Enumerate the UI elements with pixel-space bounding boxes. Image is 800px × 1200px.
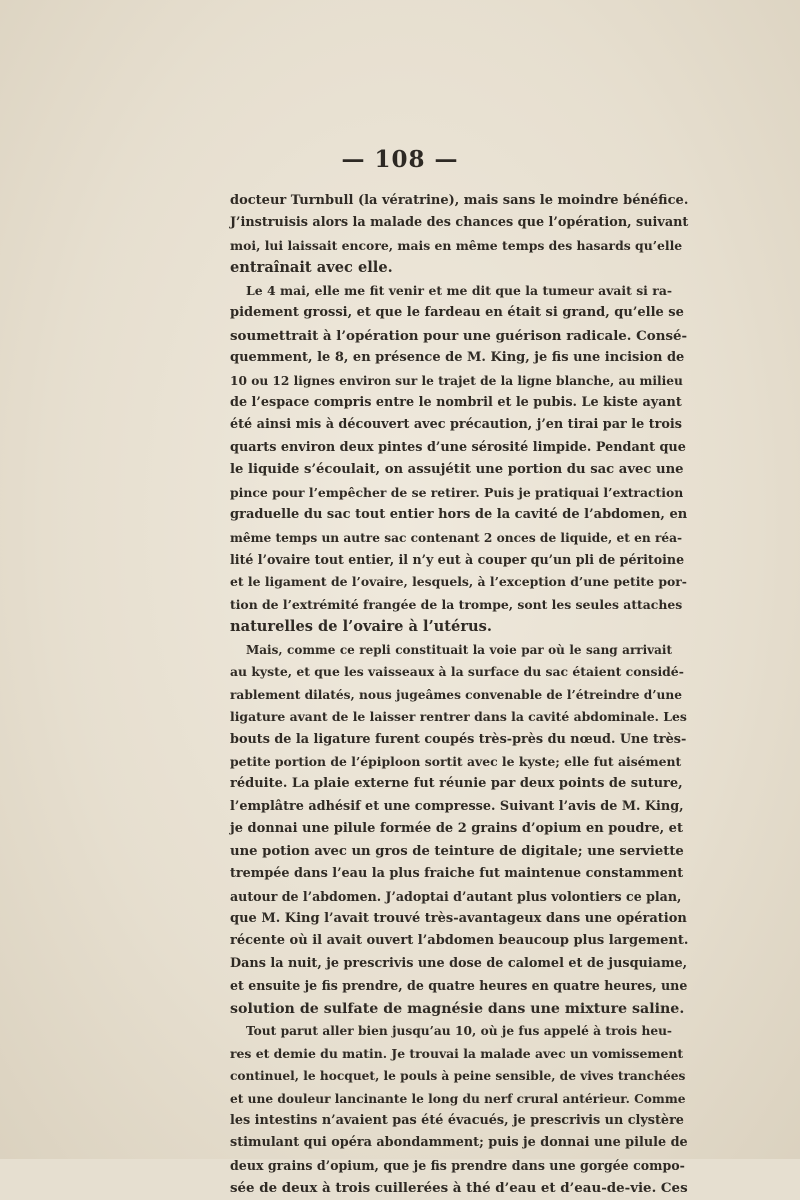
text-line: le liquide s’écoulait, on assujétit une portion du sac avec une — [230, 462, 684, 478]
text-line: et une douleur lancinante le long du nerf crural antérieur. Comme — [230, 1091, 686, 1106]
text-line: continuel, le hocquet, le pouls à peine sensible, de vives tranchées — [230, 1069, 686, 1084]
text-line: pidement grossi, et que le fardeau en était si grand, qu’elle se — [230, 305, 684, 321]
text-line: lité l’ovaire tout entier, il n’y eut à couper qu’un pli de péritoine — [230, 552, 685, 567]
text-line: je donnai une pilule formée de 2 grains d’opium en poudre, et — [230, 821, 683, 837]
text-line: 10 ou 12 lignes environ sur le trajet de la ligne blanche, au milieu — [230, 373, 683, 388]
text-line: docteur Turnbull (la vératrine), mais sans le moindre bénéfice. — [230, 193, 689, 208]
text-line: ligature avant de le laisser rentrer dans la cavité abdominale. Les — [230, 709, 687, 725]
text-line: res et demie du matin. Je trouvai la malade avec un vomissement — [230, 1045, 684, 1061]
page-number: — 108 — — [341, 146, 459, 173]
text-line: trempée dans l’eau la plus fraiche fut maintenue constamment — [230, 866, 684, 882]
text-line: Dans la nuit, je prescrivis une dose de calomel et de jusquiame, — [230, 955, 688, 971]
text-line: Tout parut aller bien jusqu’au 10, où je fus appelé à trois heu- — [246, 1024, 672, 1039]
text-line: deux grains d’opium, que je fis prendre dans une gorgée compo- — [230, 1157, 685, 1173]
text-line: J’instruisis alors la malade des chances que l’opération, suivant — [230, 215, 689, 231]
text-line: pince pour l’empêcher de se retirer. Puis je pratiquai l’extraction — [230, 484, 684, 500]
text-line: entraînait avec elle. — [230, 259, 393, 277]
text-line: que M. King l’avait trouvé très-avantageux dans une opération — [230, 911, 687, 926]
text-line: au kyste, et que les vaisseaux à la surface du sac étaient considé- — [230, 664, 684, 680]
text-line: soumettrait à l’opération pour une guérison radicale. Consé- — [230, 327, 688, 344]
text-line: solution de sulfate de magnésie dans une mixture saline. — [230, 1000, 685, 1017]
text-line: quarts environ deux pintes d’une sérosité limpide. Pendant que — [230, 439, 686, 455]
text-line: même temps un autre sac contenant 2 onces de liquide, et en réa- — [230, 530, 683, 545]
text-line: réduite. La plaie externe fut réunie par deux points de suture, — [230, 776, 683, 792]
text-line: rablement dilatés, nous jugeâmes convenable de l’étreindre d’une — [230, 687, 682, 702]
text-line: de l’espace compris entre le nombril et le pubis. Le kiste ayant — [230, 394, 682, 410]
text-line: graduelle du sac tout entier hors de la cavité de l’abdomen, en — [230, 507, 688, 523]
body-text — [230, 190, 689, 1200]
text-line: bouts de la ligature furent coupés très-près du nœud. Une très- — [230, 731, 687, 747]
text-line: petite portion de l’épiploon sortit avec le kyste; elle fut aisément — [230, 753, 682, 769]
text-line: été ainsi mis à découvert avec précaution, j’en tirai par le trois — [230, 417, 682, 433]
text-line: Le 4 mai, elle me fit venir et me dit que la tumeur avait si ra- — [246, 282, 672, 298]
text-line: récente où il avait ouvert l’abdomen beaucoup plus largement. — [230, 933, 689, 949]
text-line: Mais, comme ce repli constituait la voie par où le sang arrivait — [246, 642, 672, 657]
text-line: moi, lui laissait encore, mais en même temps des hasards qu’elle — [230, 237, 683, 253]
text-line: naturelles de l’ovaire à l’utérus. — [230, 618, 492, 636]
text-line: et le ligament de l’ovaire, lesquels, à l’exception d’une petite por- — [230, 574, 687, 590]
text-line: stimulant qui opéra abondamment; puis je donnai une pilule de — [230, 1135, 688, 1151]
text-line: sée de deux à trois cuillerées à thé d’eau et d’eau-de-vie. Ces — [230, 1180, 688, 1197]
text-line: l’emplâtre adhésif et une compresse. Suivant l’avis de M. King, — [230, 798, 684, 814]
text-line: autour de l’abdomen. J’adoptai d’autant plus volontiers ce plan, — [230, 888, 682, 904]
text-line: une potion avec un gros de teinture de digitale; une serviette — [230, 843, 684, 859]
text-line: quemment, le 8, en présence de M. King, je fis une incision de — [230, 350, 685, 366]
text-line: tion de l’extrémité frangée de la trompe, sont les seules attaches — [230, 596, 683, 612]
text-line: les intestins n’avaient pas été évacués, je prescrivis un clystère — [230, 1112, 684, 1128]
text-line: et ensuite je fis prendre, de quatre heures en quatre heures, une — [230, 978, 688, 994]
